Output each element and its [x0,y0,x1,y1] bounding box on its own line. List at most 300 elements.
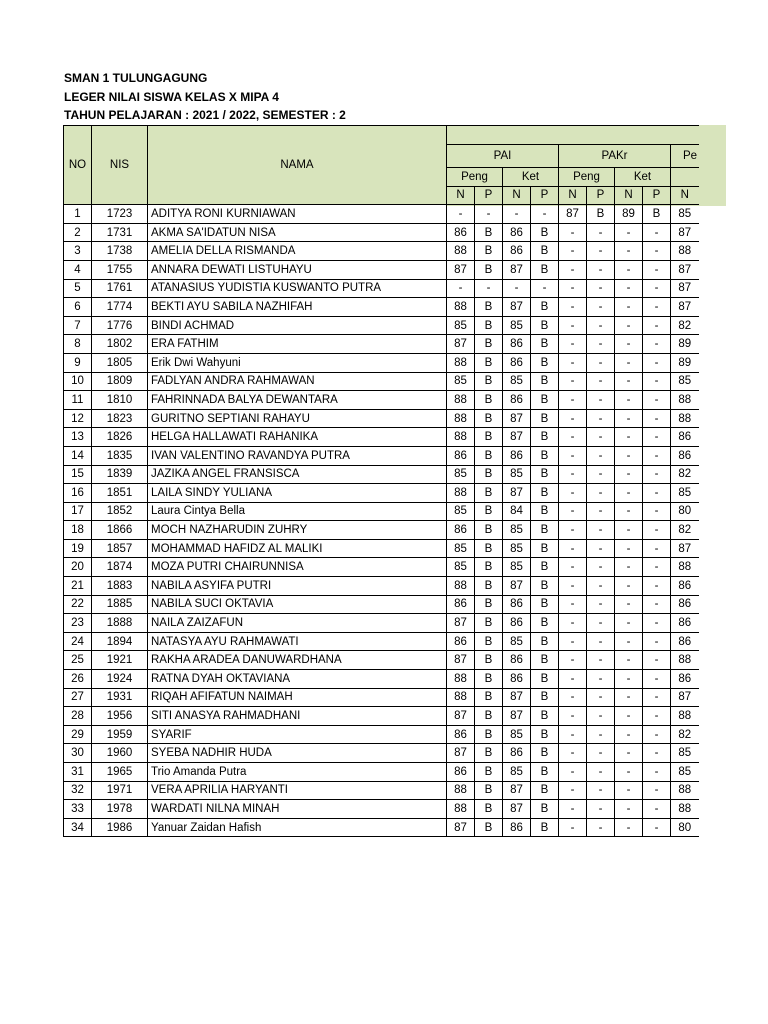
pai-peng-p: B [475,316,503,335]
pakr-ket-n: - [615,558,643,577]
pakr-peng-n: - [559,539,587,558]
pai-ket-p: B [531,744,559,763]
pai-peng-p: B [475,391,503,410]
pai-ket-p: B [531,595,559,614]
pai-ket-p: B [531,298,559,317]
pakr-ket-p: - [643,335,671,354]
pai-peng-p: B [475,725,503,744]
pai-ket-p: B [531,688,559,707]
pakr-peng-n: - [559,372,587,391]
pai-ket-p: B [531,465,559,484]
row-nama: Yanuar Zaidan Hafish [148,818,447,837]
row-nis: 1802 [92,335,148,354]
pakr-ket-n: - [615,260,643,279]
pai-ket-n: 85 [503,465,531,484]
pe-n: 88 [671,707,699,726]
row-no: 32 [64,781,92,800]
pakr-ket-p: - [643,260,671,279]
row-nis: 1986 [92,818,148,837]
pakr-ket-n: - [615,223,643,242]
pakr-ket-n: - [615,577,643,596]
row-nama: MOHAMMAD HAFIDZ AL MALIKI [148,539,447,558]
pakr-ket-p: - [643,651,671,670]
pakr-ket-n: - [615,298,643,317]
pakr-peng-n: - [559,260,587,279]
row-no: 8 [64,335,92,354]
row-nis: 1761 [92,279,148,298]
pai-peng-n: 88 [447,800,475,819]
document-title: LEGER NILAI SISWA KELAS X MIPA 4 [64,89,279,104]
row-nis: 1826 [92,428,148,447]
pe-n: 86 [671,670,699,689]
row-nis: 1809 [92,372,148,391]
pakr-ket-n: - [615,539,643,558]
row-nis: 1852 [92,502,148,521]
row-nama: SYEBA NADHIR HUDA [148,744,447,763]
pai-ket-p: B [531,242,559,261]
pakr-peng-p: - [587,409,615,428]
row-nama: ERA FATHIM [148,335,447,354]
header-pe-sub [671,168,699,187]
pai-ket-n: 87 [503,260,531,279]
pai-peng-n: 88 [447,298,475,317]
pakr-peng-n: - [559,632,587,651]
pakr-peng-n: - [559,725,587,744]
table-row [64,465,699,484]
pakr-ket-p: - [643,744,671,763]
pe-n: 88 [671,242,699,261]
pai-ket-n: 87 [503,781,531,800]
row-nis: 1731 [92,223,148,242]
pakr-peng-n: - [559,781,587,800]
pakr-ket-n: - [615,688,643,707]
pai-ket-n: 87 [503,688,531,707]
row-no: 9 [64,353,92,372]
row-no: 5 [64,279,92,298]
pakr-peng-p: - [587,558,615,577]
pakr-ket-p: - [643,391,671,410]
pai-ket-n: 85 [503,558,531,577]
pakr-peng-p: - [587,725,615,744]
row-nama: LAILA SINDY YULIANA [148,484,447,503]
row-nama: WARDATI NILNA MINAH [148,800,447,819]
pakr-ket-p: - [643,484,671,503]
pakr-peng-n: - [559,670,587,689]
row-no: 25 [64,651,92,670]
row-no: 22 [64,595,92,614]
pai-peng-p: B [475,744,503,763]
pai-ket-n: 86 [503,223,531,242]
row-nis: 1921 [92,651,148,670]
pakr-peng-p: - [587,316,615,335]
row-nama: Laura Cintya Bella [148,502,447,521]
pakr-peng-n: - [559,818,587,837]
pai-ket-p: B [531,335,559,354]
pakr-peng-n: - [559,651,587,670]
pakr-ket-n: - [615,391,643,410]
pai-peng-n: 88 [447,353,475,372]
pakr-ket-n: - [615,502,643,521]
row-nama: NABILA ASYIFA PUTRI [148,577,447,596]
pe-n: 86 [671,428,699,447]
pai-ket-n: 87 [503,800,531,819]
row-nis: 1774 [92,298,148,317]
pai-ket-n: 85 [503,372,531,391]
pe-n: 88 [671,781,699,800]
pe-n: 88 [671,651,699,670]
academic-year: TAHUN PELAJARAN : 2021 / 2022, SEMESTER : 2 [64,108,346,122]
pakr-ket-n: - [615,781,643,800]
pai-peng-p: B [475,428,503,447]
pakr-peng-n: - [559,465,587,484]
pai-ket-n: 86 [503,818,531,837]
header-n: N [671,186,699,205]
row-nama: Erik Dwi Wahyuni [148,353,447,372]
row-no: 31 [64,763,92,782]
pakr-peng-n: - [559,428,587,447]
pakr-peng-p: - [587,335,615,354]
pai-peng-p: B [475,707,503,726]
pai-peng-p: B [475,502,503,521]
pe-n: 85 [671,372,699,391]
pai-ket-p: B [531,632,559,651]
pai-peng-p: B [475,335,503,354]
pai-ket-p: B [531,484,559,503]
pai-peng-p: - [475,205,503,224]
row-no: 19 [64,539,92,558]
pakr-ket-p: - [643,763,671,782]
pakr-ket-n: - [615,316,643,335]
row-nis: 1971 [92,781,148,800]
pakr-peng-n: - [559,521,587,540]
row-nis: 1965 [92,763,148,782]
row-nama: Trio Amanda Putra [148,763,447,782]
row-no: 23 [64,614,92,633]
header-no: NO [64,126,92,205]
pai-ket-n: 85 [503,521,531,540]
pakr-peng-p: - [587,279,615,298]
pakr-ket-p: - [643,465,671,484]
pai-ket-n: 85 [503,539,531,558]
row-no: 27 [64,688,92,707]
pai-ket-p: B [531,260,559,279]
table-row [64,614,699,633]
pai-peng-p: B [475,409,503,428]
row-nis: 1805 [92,353,148,372]
header-p: P [643,186,671,205]
pakr-ket-p: - [643,725,671,744]
pai-ket-n: 86 [503,670,531,689]
pakr-peng-n: - [559,223,587,242]
pai-ket-p: B [531,446,559,465]
pakr-peng-p: - [587,372,615,391]
pakr-peng-p: - [587,539,615,558]
pe-n: 88 [671,409,699,428]
pai-peng-n: 88 [447,428,475,447]
pakr-ket-n: - [615,670,643,689]
pai-ket-n: 87 [503,428,531,447]
row-no: 4 [64,260,92,279]
pai-ket-p: B [531,725,559,744]
pakr-ket-n: - [615,744,643,763]
pai-peng-p: B [475,632,503,651]
table-row [64,242,699,261]
pakr-ket-p: - [643,242,671,261]
row-nis: 1874 [92,558,148,577]
table-row [64,595,699,614]
pe-n: 82 [671,725,699,744]
row-nama: BEKTI AYU SABILA NAZHIFAH [148,298,447,317]
pe-n: 87 [671,279,699,298]
table-row [64,539,699,558]
pai-peng-n: 85 [447,316,475,335]
pakr-ket-p: - [643,446,671,465]
row-no: 10 [64,372,92,391]
pe-n: 85 [671,205,699,224]
pakr-ket-n: - [615,484,643,503]
table-row [64,651,699,670]
pakr-ket-p: - [643,502,671,521]
pakr-peng-p: - [587,595,615,614]
pakr-ket-p: - [643,298,671,317]
pai-peng-n: 87 [447,707,475,726]
row-no: 21 [64,577,92,596]
table-row [64,781,699,800]
pai-ket-p: B [531,372,559,391]
row-nama: ANNARA DEWATI LISTUHAYU [148,260,447,279]
table-row [64,484,699,503]
pe-n: 86 [671,577,699,596]
pai-ket-p: B [531,223,559,242]
pakr-peng-p: - [587,446,615,465]
pakr-ket-p: - [643,372,671,391]
pai-ket-n: 85 [503,316,531,335]
pai-ket-n: - [503,205,531,224]
pai-peng-n: 87 [447,651,475,670]
pakr-peng-p: - [587,651,615,670]
row-nis: 1723 [92,205,148,224]
pe-n: 87 [671,223,699,242]
pai-peng-n: 88 [447,781,475,800]
table-header [64,126,699,205]
grade-table [63,125,699,837]
pai-ket-n: 86 [503,446,531,465]
row-no: 16 [64,484,92,503]
row-no: 17 [64,502,92,521]
row-nama: ATANASIUS YUDISTIA KUSWANTO PUTRA [148,279,447,298]
pai-ket-p: B [531,818,559,837]
row-nis: 1776 [92,316,148,335]
pai-peng-n: 85 [447,558,475,577]
pakr-ket-p: - [643,428,671,447]
row-no: 15 [64,465,92,484]
row-nis: 1810 [92,391,148,410]
pai-ket-n: 87 [503,409,531,428]
pai-peng-n: 88 [447,409,475,428]
pakr-ket-p: - [643,781,671,800]
pakr-peng-p: - [587,707,615,726]
table-row [64,707,699,726]
row-no: 13 [64,428,92,447]
row-nis: 1835 [92,446,148,465]
header-p: P [475,186,503,205]
pakr-peng-n: - [559,446,587,465]
row-no: 29 [64,725,92,744]
pai-ket-n: 87 [503,484,531,503]
pai-peng-p: B [475,614,503,633]
pakr-ket-n: - [615,242,643,261]
row-nama: GURITNO SEPTIANI RAHAYU [148,409,447,428]
pakr-peng-p: - [587,577,615,596]
pe-n: 87 [671,688,699,707]
pai-ket-n: 86 [503,353,531,372]
pai-ket-n: 86 [503,335,531,354]
pai-ket-p: B [531,577,559,596]
row-nama: MOCH NAZHARUDIN ZUHRY [148,521,447,540]
row-no: 11 [64,391,92,410]
pe-n: 88 [671,800,699,819]
table-row [64,800,699,819]
row-nis: 1978 [92,800,148,819]
pakr-ket-p: - [643,409,671,428]
pai-peng-n: 85 [447,465,475,484]
table-row [64,223,699,242]
pakr-ket-n: - [615,465,643,484]
pai-ket-n: 87 [503,707,531,726]
pai-peng-n: 87 [447,335,475,354]
pai-ket-p: B [531,614,559,633]
row-nis: 1738 [92,242,148,261]
row-no: 33 [64,800,92,819]
row-nama: FAHRINNADA BALYA DEWANTARA [148,391,447,410]
pai-peng-p: B [475,465,503,484]
pai-peng-n: 86 [447,725,475,744]
row-no: 3 [64,242,92,261]
pakr-peng-n: - [559,242,587,261]
pai-peng-n: - [447,279,475,298]
table-row [64,446,699,465]
header-n: N [447,186,475,205]
pakr-peng-p: - [587,744,615,763]
table-row [64,577,699,596]
pe-n: 89 [671,353,699,372]
row-nama: FADLYAN ANDRA RAHMAWAN [148,372,447,391]
pai-peng-p: B [475,670,503,689]
pai-peng-p: - [475,279,503,298]
pai-peng-p: B [475,242,503,261]
pai-peng-n: 85 [447,502,475,521]
pakr-ket-p: - [643,353,671,372]
row-no: 2 [64,223,92,242]
pakr-ket-n: - [615,446,643,465]
pai-peng-p: B [475,353,503,372]
pakr-ket-p: B [643,205,671,224]
pe-n: 87 [671,539,699,558]
row-nama: IVAN VALENTINO RAVANDYA PUTRA [148,446,447,465]
pakr-ket-p: - [643,707,671,726]
pe-n: 88 [671,558,699,577]
pai-peng-n: 88 [447,670,475,689]
table-row [64,502,699,521]
pakr-ket-n: - [615,353,643,372]
pe-n: 82 [671,465,699,484]
pakr-peng-n: - [559,763,587,782]
pai-peng-p: B [475,223,503,242]
pai-ket-p: B [531,409,559,428]
pakr-ket-p: - [643,316,671,335]
pakr-peng-n: - [559,391,587,410]
row-nis: 1894 [92,632,148,651]
pakr-peng-p: - [587,428,615,447]
pai-peng-p: B [475,818,503,837]
header-nama: NAMA [148,126,447,205]
pakr-peng-n: - [559,316,587,335]
pe-n: 88 [671,391,699,410]
pai-ket-p: B [531,558,559,577]
row-nama: AKMA SA'IDATUN NISA [148,223,447,242]
pakr-ket-n: 89 [615,205,643,224]
row-nama: VERA APRILIA HARYANTI [148,781,447,800]
pakr-peng-p: B [587,205,615,224]
header-n: N [503,186,531,205]
pai-peng-p: B [475,521,503,540]
table-body [64,205,699,837]
pe-n: 87 [671,298,699,317]
table-row [64,763,699,782]
pakr-ket-n: - [615,372,643,391]
header-subject-pai: PAI [447,145,559,168]
pakr-ket-p: - [643,614,671,633]
pai-peng-p: B [475,539,503,558]
row-nis: 1924 [92,670,148,689]
header-pakr-peng: Peng [559,168,615,187]
pakr-ket-n: - [615,707,643,726]
row-nama: JAZIKA ANGEL FRANSISCA [148,465,447,484]
pai-ket-p: B [531,521,559,540]
pai-peng-n: 87 [447,614,475,633]
pakr-peng-p: - [587,818,615,837]
pai-peng-p: B [475,558,503,577]
header-p: P [587,186,615,205]
pakr-ket-p: - [643,558,671,577]
pakr-peng-p: - [587,484,615,503]
pai-ket-p: B [531,781,559,800]
pai-ket-p: B [531,670,559,689]
pai-peng-n: 86 [447,223,475,242]
pakr-peng-n: - [559,353,587,372]
table-row [64,298,699,317]
pakr-ket-p: - [643,521,671,540]
table-row [64,205,699,224]
pai-ket-p: B [531,800,559,819]
pai-peng-n: 86 [447,521,475,540]
pakr-ket-n: - [615,632,643,651]
row-no: 20 [64,558,92,577]
row-nis: 1888 [92,614,148,633]
row-nis: 1823 [92,409,148,428]
pai-ket-p: B [531,391,559,410]
pai-ket-n: 86 [503,744,531,763]
pakr-ket-p: - [643,670,671,689]
pakr-peng-p: - [587,223,615,242]
row-nis: 1866 [92,521,148,540]
table-row [64,279,699,298]
pakr-peng-p: - [587,242,615,261]
pakr-ket-n: - [615,595,643,614]
pai-peng-n: - [447,205,475,224]
pakr-peng-p: - [587,502,615,521]
pakr-peng-n: - [559,409,587,428]
